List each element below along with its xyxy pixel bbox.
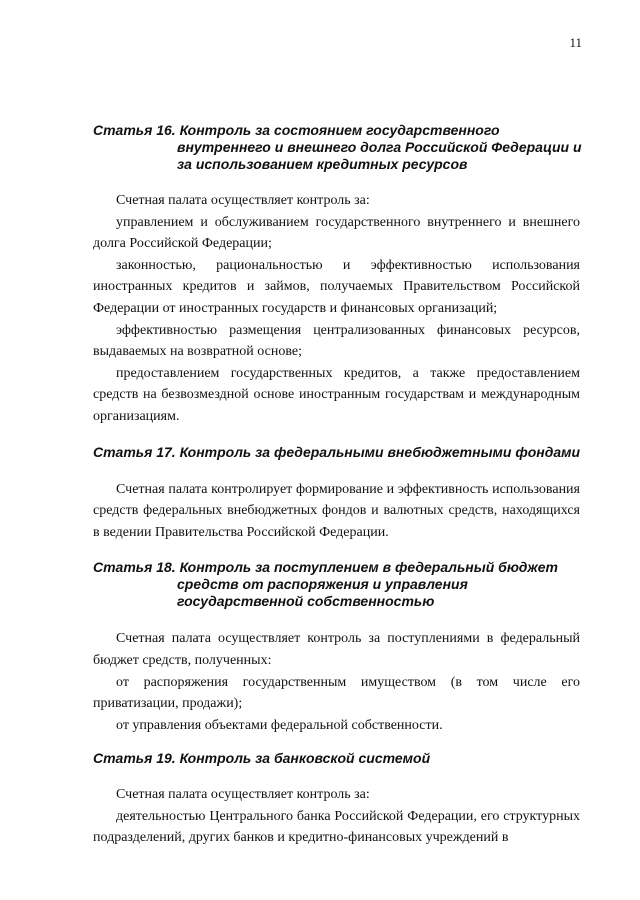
heading-line: Статья 18. Контроль за поступлением в федеральный бюджет: [93, 559, 558, 576]
paragraph: деятельностью Центрального банка Российской Федерации, его структурных подразделений, других банков и кредитно-финансовых учреждений в: [93, 808, 580, 846]
article-17-body: [93, 479, 580, 544]
paragraph: Счетная палата осуществляет контроль за:: [116, 193, 370, 208]
heading-line: Статья 17. Контроль за федеральными внебюджетными фондами: [93, 443, 581, 460]
article-16-heading: [93, 122, 580, 173]
heading-line: Статья 16. Контроль за состоянием государственного: [93, 122, 500, 138]
paragraph: законностью, рациональностью и эффективностью использования иностранных кредитов и займов, получаемых Правительством Российской Федерации от иностранных государств и финансовых организаций;: [93, 257, 580, 316]
article-18-heading: [93, 559, 580, 610]
article-19-body: [93, 784, 580, 849]
heading-line: государственной собственностью: [177, 593, 435, 610]
paragraph: от распоряжения государственным имуществом (в том числе его приватизации, продажи);: [93, 674, 580, 712]
paragraph: предоставлением государственных кредитов, а также предоставлением средств на безвозмездной основе иностранным государствам и международным организациям.: [93, 365, 580, 424]
paragraph: эффективностью размещения централизованных финансовых ресурсов, выдаваемых на возвратной основе;: [93, 322, 580, 360]
paragraph: управлением и обслуживанием государственного внутреннего и внешнего долга Российской Федерации;: [93, 214, 580, 252]
article-18-body: [93, 628, 580, 736]
paragraph: от управления объектами федеральной собственности.: [116, 717, 443, 733]
page-number: 11: [569, 35, 582, 50]
document-body: [93, 122, 580, 849]
article-19-heading: [93, 750, 580, 767]
article-16-body: [93, 190, 580, 428]
paragraph: Счетная палата контролирует формирование и эффективность использования средств федеральных внебюджетных фондов и валютных средств, находящихся в ведении Правительства Российской Федерации.: [93, 481, 580, 540]
heading-line: за использованием кредитных ресурсов: [177, 156, 468, 172]
paragraph: Счетная палата осуществляет контроль за поступлениями в федеральный бюджет средств, полученных:: [93, 631, 580, 668]
paragraph: Счетная палата осуществляет контроль за:: [116, 787, 370, 803]
heading-line: Статья 19. Контроль за банковской системой: [93, 750, 431, 767]
article-17-heading: [93, 444, 580, 461]
heading-line: средств от распоряжения и управления: [177, 576, 468, 593]
heading-line: внутреннего и внешнего долга Российской Федерации и: [177, 139, 582, 155]
